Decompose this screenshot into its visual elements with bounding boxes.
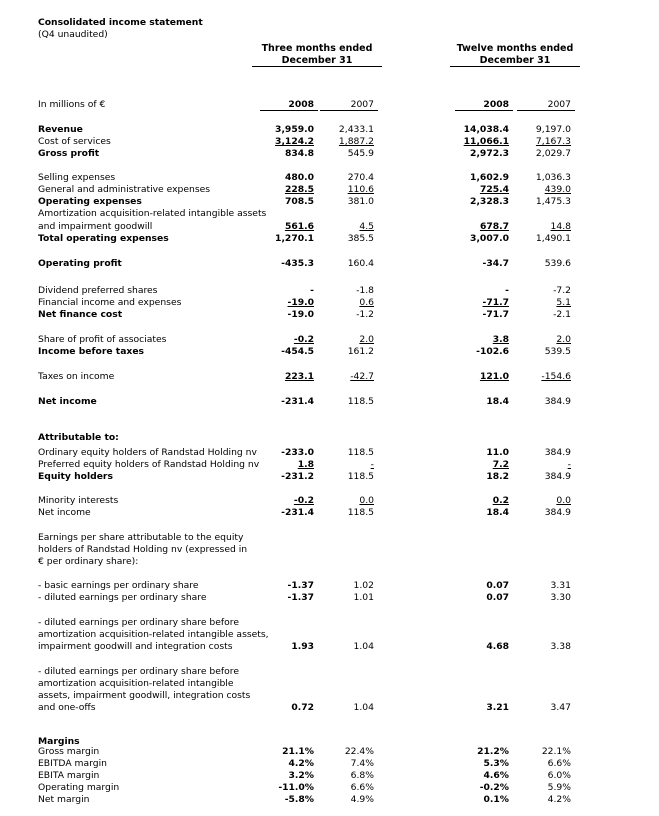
row-value: 4.2% — [547, 794, 571, 805]
year-rule-1 — [260, 110, 318, 111]
row-label: Amortization acquisition-related intangible assets — [38, 208, 267, 219]
row-value: -454.5 — [281, 346, 314, 357]
row-label: Net finance cost — [38, 309, 123, 320]
row-label: Dividend preferred shares — [38, 285, 158, 296]
row-value: 3.47 — [550, 702, 571, 713]
row-value: 2.0 — [556, 334, 571, 345]
period-header-fy-rule — [450, 66, 580, 67]
row-value: -102.6 — [476, 346, 509, 357]
row-value: -11.0% — [278, 782, 314, 793]
row-value: -0.2% — [479, 782, 509, 793]
row-value: -1.37 — [287, 592, 314, 603]
row-value: 0.07 — [486, 580, 509, 591]
row-label: Income before taxes — [38, 346, 145, 357]
row-label: Revenue — [38, 124, 83, 135]
year-rule-4 — [517, 110, 575, 111]
row-value: 561.6 — [284, 221, 314, 232]
row-value: 1,602.9 — [470, 172, 509, 183]
row-value: 4.68 — [486, 641, 509, 652]
row-value: -1.37 — [287, 580, 314, 591]
row-label: amortization acquisition-related intangible — [38, 678, 234, 689]
row-value: 480.0 — [284, 172, 314, 183]
row-value: -0.2 — [293, 334, 314, 345]
row-value: 3.2% — [288, 770, 314, 781]
row-label: Taxes on income — [38, 371, 115, 382]
row-value: 439.0 — [544, 184, 571, 195]
row-value: 5.1 — [556, 297, 571, 308]
year-q4-2007: 2007 — [350, 99, 374, 110]
row-label: Cost of services — [38, 136, 111, 147]
period-header-q4-line1: Three months ended — [261, 43, 373, 54]
row-value: 1.01 — [353, 592, 374, 603]
row-value: -19.0 — [287, 297, 314, 308]
year-q4-2008: 2008 — [288, 99, 314, 110]
row-value: 1,036.3 — [535, 172, 571, 183]
row-value: 4.6% — [483, 770, 509, 781]
row-value: -0.2 — [293, 495, 314, 506]
row-value: -154.6 — [541, 371, 571, 382]
row-label: EBITA margin — [38, 770, 100, 781]
row-value: 0.1% — [483, 794, 509, 805]
row-label: Operating profit — [38, 258, 122, 269]
statement-title: Consolidated income statement — [38, 17, 203, 28]
row-value: 384.9 — [544, 471, 571, 482]
row-value: 3,007.0 — [470, 233, 509, 244]
row-label: Financial income and expenses — [38, 297, 182, 308]
row-label: Equity holders — [38, 471, 113, 482]
row-value: 0.07 — [486, 592, 509, 603]
row-value: 1,887.2 — [338, 136, 374, 147]
row-value: 0.0 — [359, 495, 374, 506]
row-label: € per ordinary share): — [38, 556, 139, 567]
row-label: - diluted earnings per ordinary share before — [38, 666, 239, 677]
row-value: 834.8 — [284, 148, 314, 159]
row-value: 6.6% — [547, 758, 571, 769]
row-value: 1.04 — [353, 641, 374, 652]
row-value: 0.0 — [556, 495, 571, 506]
row-value: -231.4 — [281, 507, 314, 518]
year-fy-2007: 2007 — [547, 99, 571, 110]
row-label: impairment goodwill and integration costs — [38, 641, 233, 652]
row-label: Selling expenses — [38, 172, 116, 183]
row-value: 6.0% — [547, 770, 571, 781]
row-value: 270.4 — [347, 172, 374, 183]
statement-subtitle: (Q4 unaudited) — [38, 29, 108, 40]
row-value: 7.2 — [492, 459, 509, 470]
period-header-fy-line1: Twelve months ended — [456, 43, 574, 54]
row-value: 384.9 — [544, 396, 571, 407]
row-value: 3.21 — [486, 702, 509, 713]
row-value: 18.4 — [486, 507, 509, 518]
row-value: 18.4 — [486, 396, 509, 407]
row-value: 6.6% — [350, 782, 374, 793]
period-header-q4-rule — [252, 66, 382, 67]
row-value: 0.6 — [359, 297, 374, 308]
row-value: 5.9% — [547, 782, 571, 793]
row-value: -71.7 — [482, 297, 509, 308]
row-value: 118.5 — [347, 447, 374, 458]
row-label: Earnings per share attributable to the equity — [38, 532, 244, 543]
row-value: 725.4 — [479, 184, 509, 195]
row-label: Minority interests — [38, 495, 119, 506]
row-value: 121.0 — [479, 371, 509, 382]
row-value: -231.2 — [281, 471, 314, 482]
row-value: 3.8 — [492, 334, 509, 345]
row-value: 2,328.3 — [470, 196, 509, 207]
row-value: -2.1 — [553, 309, 571, 320]
row-value: - — [370, 459, 374, 470]
row-label: Attributable to: — [38, 432, 119, 443]
row-value: 385.5 — [347, 233, 374, 244]
row-label: Gross margin — [38, 746, 100, 757]
row-label: holders of Randstad Holding nv (expressed in — [38, 544, 248, 555]
row-label: Preferred equity holders of Randstad Holding nv — [38, 459, 260, 470]
row-value: 22.4% — [344, 746, 374, 757]
row-value: 14.8 — [550, 221, 571, 232]
row-value: -34.7 — [482, 258, 509, 269]
row-value: 21.1% — [282, 746, 314, 757]
row-value: 118.5 — [347, 471, 374, 482]
row-value: 539.6 — [544, 258, 571, 269]
row-label: and impairment goodwill — [38, 221, 153, 232]
row-value: 14,038.4 — [463, 124, 509, 135]
row-value: - — [567, 459, 571, 470]
row-value: 708.5 — [284, 196, 314, 207]
row-value: 2,433.1 — [338, 124, 374, 135]
row-value: - — [310, 285, 314, 296]
row-value: 3,124.2 — [275, 136, 314, 147]
unit-label: In millions of € — [38, 99, 106, 110]
row-value: 384.9 — [544, 447, 571, 458]
row-value: 11.0 — [486, 447, 509, 458]
row-value: 21.2% — [477, 746, 509, 757]
row-value: 545.9 — [347, 148, 374, 159]
row-value: 1,475.3 — [535, 196, 571, 207]
row-label: - diluted earnings per ordinary share before — [38, 617, 239, 628]
row-value: 3.38 — [550, 641, 571, 652]
row-value: 384.9 — [544, 507, 571, 518]
row-value: 161.2 — [347, 346, 374, 357]
row-value: -1.2 — [356, 309, 374, 320]
row-value: -5.8% — [284, 794, 314, 805]
row-value: 160.4 — [347, 258, 374, 269]
row-value: 2.0 — [359, 334, 374, 345]
period-header-q4-line2: December 31 — [281, 55, 353, 66]
row-value: 0.72 — [291, 702, 314, 713]
row-value: -233.0 — [281, 447, 314, 458]
row-label: Net income — [38, 396, 97, 407]
row-label: Operating expenses — [38, 196, 142, 207]
row-value: 678.7 — [479, 221, 509, 232]
row-value: -435.3 — [281, 258, 314, 269]
row-value: -7.2 — [553, 285, 571, 296]
row-value: 7,167.3 — [535, 136, 571, 147]
row-value: 1,270.1 — [275, 233, 314, 244]
year-rule-3 — [455, 110, 513, 111]
row-label: Margins — [38, 736, 80, 747]
row-value: 3,959.0 — [275, 124, 314, 135]
row-value: 3.31 — [550, 580, 571, 591]
row-value: 1.04 — [353, 702, 374, 713]
row-value: - — [505, 285, 509, 296]
row-label: Share of profit of associates — [38, 334, 167, 345]
row-label: - diluted earnings per ordinary share — [38, 592, 207, 603]
row-value: -1.8 — [356, 285, 374, 296]
row-value: 110.6 — [347, 184, 374, 195]
row-value: 2,029.7 — [535, 148, 571, 159]
row-label: Net income — [38, 507, 91, 518]
row-label: Net margin — [38, 794, 90, 805]
year-fy-2008: 2008 — [483, 99, 509, 110]
row-value: 9,197.0 — [535, 124, 571, 135]
row-value: -231.4 — [281, 396, 314, 407]
row-label: Total operating expenses — [38, 233, 169, 244]
row-label: Ordinary equity holders of Randstad Holding nv — [38, 447, 257, 458]
row-value: -71.7 — [482, 309, 509, 320]
row-value: 118.5 — [347, 507, 374, 518]
row-label: - basic earnings per ordinary share — [38, 580, 199, 591]
row-label: amortization acquisition-related intangible assets, — [38, 629, 269, 640]
row-value: 118.5 — [347, 396, 374, 407]
row-value: 2,972.3 — [470, 148, 509, 159]
row-value: 1.02 — [353, 580, 374, 591]
row-label: General and administrative expenses — [38, 184, 211, 195]
row-label: Operating margin — [38, 782, 120, 793]
row-value: 18.2 — [486, 471, 509, 482]
row-value: 228.5 — [284, 184, 314, 195]
row-value: -42.7 — [350, 371, 374, 382]
row-value: 6.8% — [350, 770, 374, 781]
row-value: 3.30 — [550, 592, 571, 603]
row-label: EBITDA margin — [38, 758, 107, 769]
period-header-fy-line2: December 31 — [479, 55, 551, 66]
row-value: 4.9% — [350, 794, 374, 805]
row-value: 4.5 — [359, 221, 374, 232]
row-value: 7.4% — [350, 758, 374, 769]
row-value: 5.3% — [483, 758, 509, 769]
row-value: 0.2 — [492, 495, 509, 506]
row-value: 1.8 — [297, 459, 314, 470]
row-value: 223.1 — [284, 371, 314, 382]
row-value: 11,066.1 — [463, 136, 509, 147]
row-value: 22.1% — [541, 746, 571, 757]
row-value: 1,490.1 — [535, 233, 571, 244]
row-label: Gross profit — [38, 148, 100, 159]
row-value: -19.0 — [287, 309, 314, 320]
row-value: 539.5 — [544, 346, 571, 357]
row-label: assets, impairment goodwill, integration costs — [38, 690, 251, 701]
row-label: and one-offs — [38, 702, 96, 713]
row-value: 381.0 — [347, 196, 374, 207]
row-value: 1.93 — [291, 641, 314, 652]
year-rule-2 — [320, 110, 378, 111]
row-value: 4.2% — [288, 758, 314, 769]
